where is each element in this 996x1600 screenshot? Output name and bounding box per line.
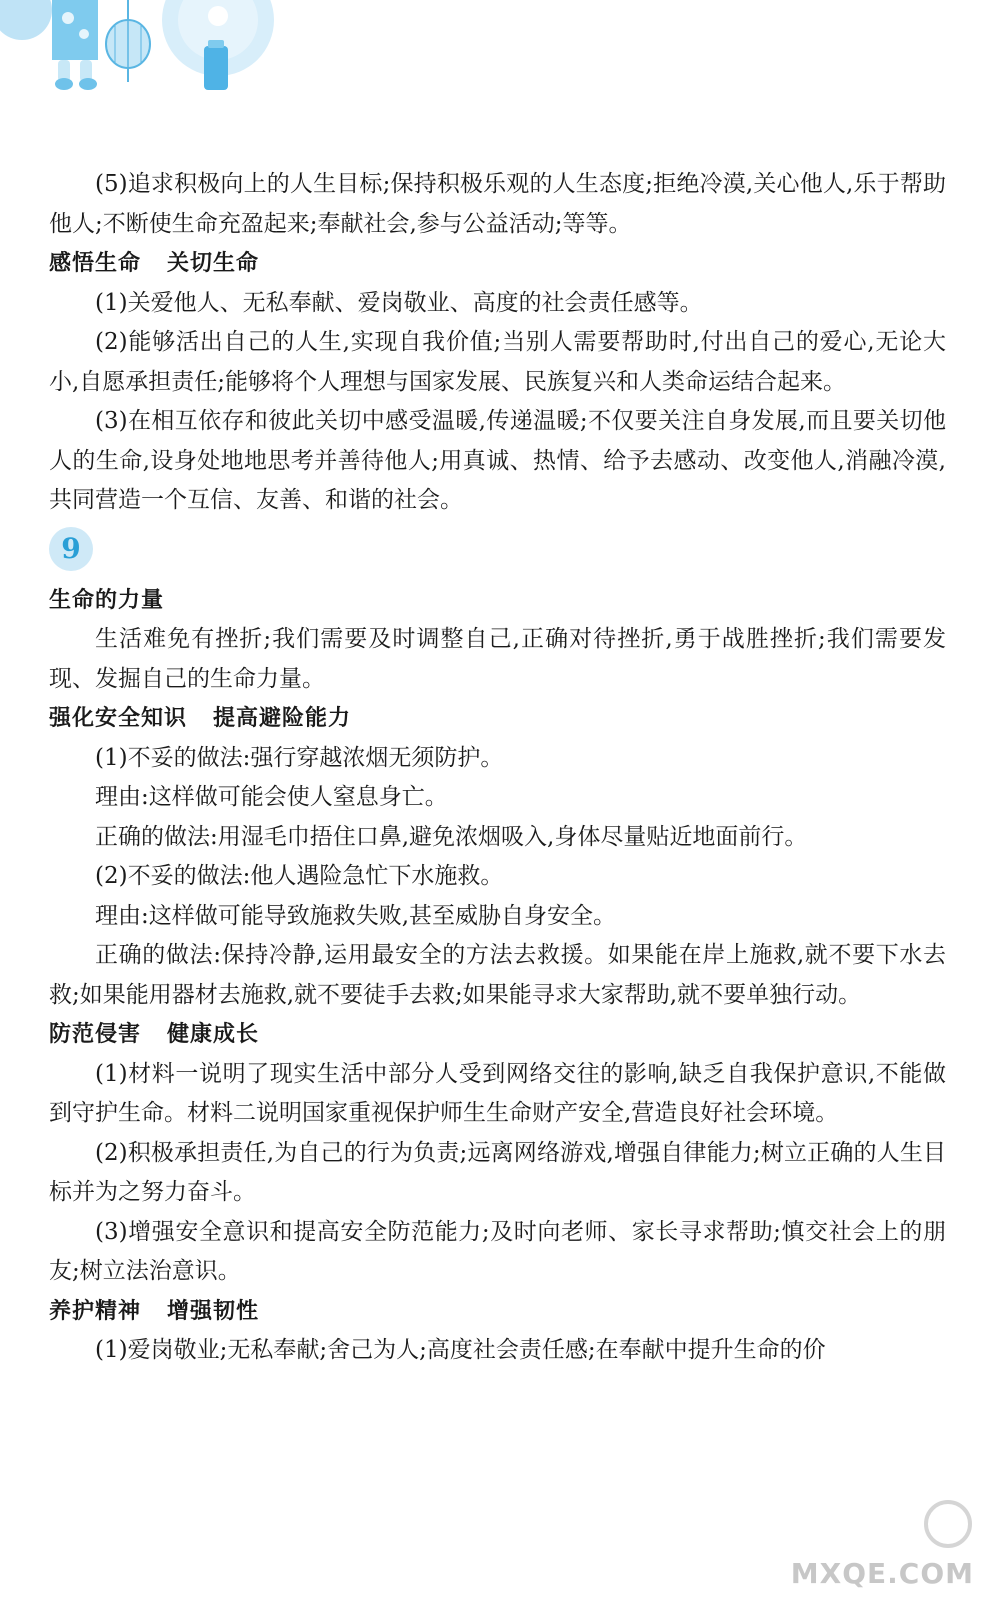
section-heading	[49, 244, 946, 284]
section-heading	[49, 699, 946, 739]
paragraph: (3)增强安全意识和提高安全防范能力;及时向老师、家长寻求帮助;慎交社会上的朋友;树立法治意识。	[49, 1218, 946, 1284]
answer-content	[49, 165, 946, 1371]
heading-right: 健康成长	[167, 1022, 260, 1047]
paragraph: (2)不妥的做法:他人遇险急忙下水施救。	[95, 863, 504, 889]
header-decoration-illustration	[0, 0, 300, 110]
paragraph: (2)能够活出自己的人生,实现自我价值;当别人需要帮助时,付出自己的爱心,无论大小,自愿承担责任;能够将个人理想与国家发展、民族复兴和人类命运结合起来。	[49, 329, 946, 395]
heading-right: 关切生命	[167, 251, 260, 276]
heading-left: 强化安全知识	[49, 706, 188, 731]
section-number-badge: 9	[49, 527, 93, 571]
paragraph: (3)在相互依存和彼此关切中感受温暖,传递温暖;不仅要关注自身发展,而且要关切他人的生命,设身处地地思考并善待他人;用真诚、热情、给予去感动、改变他人,消融冷漠,共同营造一个互信、友善、和谐的社会。	[49, 408, 946, 513]
section-heading	[49, 1292, 946, 1332]
heading-left: 感悟生命	[49, 251, 142, 276]
paragraph: 正确的做法:用湿毛巾捂住口鼻,避免浓烟吸入,身体尽量贴近地面前行。	[95, 823, 808, 850]
paragraph: (1)材料一说明了现实生活中部分人受到网络交往的影响,缺乏自我保护意识,不能做到守护生命。材料二说明国家重视保护师生生命财产安全,营造良好社会环境。	[49, 1060, 946, 1126]
heading-left: 生命的力量	[49, 587, 165, 613]
watermark-site: MXQE.COM	[790, 1557, 974, 1590]
paragraph: (1)爱岗敬业;无私奉献;舍己为人;高度社会责任感;在奉献中提升生命的价	[95, 1337, 826, 1363]
paragraph: (5)追求积极向上的人生目标;保持积极乐观的人生态度;拒绝冷漠,关心他人,乐于帮助他人;不断使生命充盈起来;奉献社会,参与公益活动;等等。	[49, 171, 946, 237]
heading-left: 养护精神	[49, 1298, 142, 1324]
section-heading	[49, 581, 946, 621]
heading-right: 提高避险能力	[213, 706, 352, 731]
paragraph: 正确的做法:保持冷静,运用最安全的方法去救援。如果能在岸上施救,就不要下水去救;如果能用器材去施救,就不要徒手去救;如果能寻求大家帮助,就不要单独行动。	[49, 942, 946, 1008]
paragraph: 生活难免有挫折;我们需要及时调整自己,正确对待挫折,勇于战胜挫折;我们需要发现、发掘自己的生命力量。	[49, 626, 946, 692]
heading-right: 增强韧性	[167, 1298, 260, 1324]
paragraph: 理由:这样做可能导致施救失败,甚至威胁自身安全。	[95, 902, 617, 929]
paragraph: (2)积极承担责任,为自己的行为负责;远离网络游戏,增强自律能力;树立正确的人生目标并为之努力奋斗。	[49, 1139, 946, 1205]
paragraph: (1)不妥的做法:强行穿越浓烟无须防护。	[95, 744, 504, 771]
section-heading	[49, 1015, 946, 1055]
paragraph: (1)关爱他人、无私奉献、爱岗敬业、高度的社会责任感等。	[95, 289, 703, 316]
paragraph: 理由:这样做可能会使人窒息身亡。	[95, 784, 448, 810]
heading-left: 防范侵害	[49, 1022, 142, 1047]
